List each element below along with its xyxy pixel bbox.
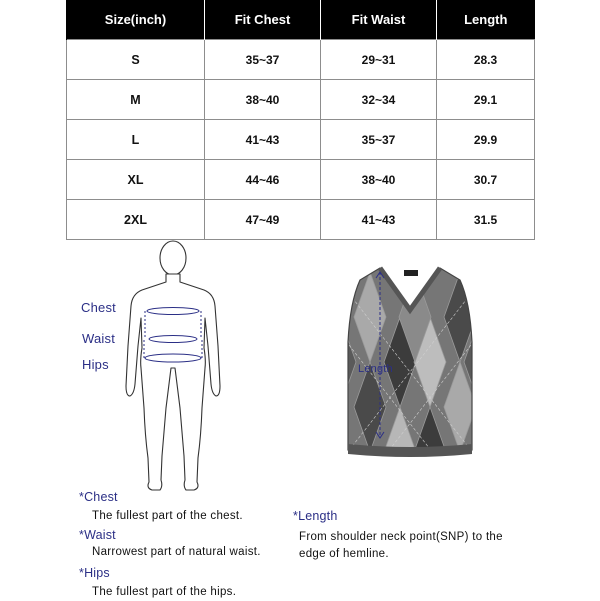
waist-definition-text: Narrowest part of natural waist. [92, 546, 261, 558]
cell-size: XL [67, 160, 205, 200]
waist-label: Waist [82, 331, 116, 346]
hips-label: Hips [82, 357, 109, 372]
header-size: Size(inch) [67, 0, 205, 40]
length-label: Length [358, 363, 393, 375]
chest-definition-text: The fullest part of the chest. [92, 510, 243, 522]
table-row [67, 80, 535, 120]
table-row [67, 120, 535, 160]
cell-waist: 38~40 [321, 160, 437, 200]
cell-chest: 35~37 [205, 40, 321, 80]
cell-size: S [67, 40, 205, 80]
cell-chest: 47~49 [205, 200, 321, 240]
cell-waist: 29~31 [321, 40, 437, 80]
cell-length: 29.1 [437, 80, 535, 120]
length-definition-text: From shoulder neck point(SNP) to the edge of hemline. [299, 531, 503, 560]
chest-label: Chest [81, 300, 116, 315]
cell-length: 30.7 [437, 160, 535, 200]
cell-size: M [67, 80, 205, 120]
cell-length: 31.5 [437, 200, 535, 240]
cell-waist: 41~43 [321, 200, 437, 240]
cell-size: L [67, 120, 205, 160]
body-figure-illustration [118, 236, 228, 496]
chest-definition-title: *Chest [79, 490, 118, 504]
length-definition-title: *Length [293, 509, 338, 523]
table-row [67, 40, 535, 80]
header-fit-chest: Fit Chest [205, 0, 321, 40]
cell-size: 2XL [67, 200, 205, 240]
cell-waist: 32~34 [321, 80, 437, 120]
size-chart-table [66, 0, 535, 240]
table-header-row [67, 0, 535, 40]
hips-definition-title: *Hips [79, 566, 110, 580]
header-fit-waist: Fit Waist [321, 0, 437, 40]
table-row [67, 200, 535, 240]
cell-chest: 41~43 [205, 120, 321, 160]
header-length: Length [437, 0, 535, 40]
hips-definition-text: The fullest part of the hips. [92, 586, 237, 598]
cell-waist: 35~37 [321, 120, 437, 160]
cell-chest: 38~40 [205, 80, 321, 120]
cell-length: 29.9 [437, 120, 535, 160]
table-row [67, 160, 535, 200]
cell-chest: 44~46 [205, 160, 321, 200]
cell-length: 28.3 [437, 40, 535, 80]
waist-definition-title: *Waist [79, 528, 116, 542]
